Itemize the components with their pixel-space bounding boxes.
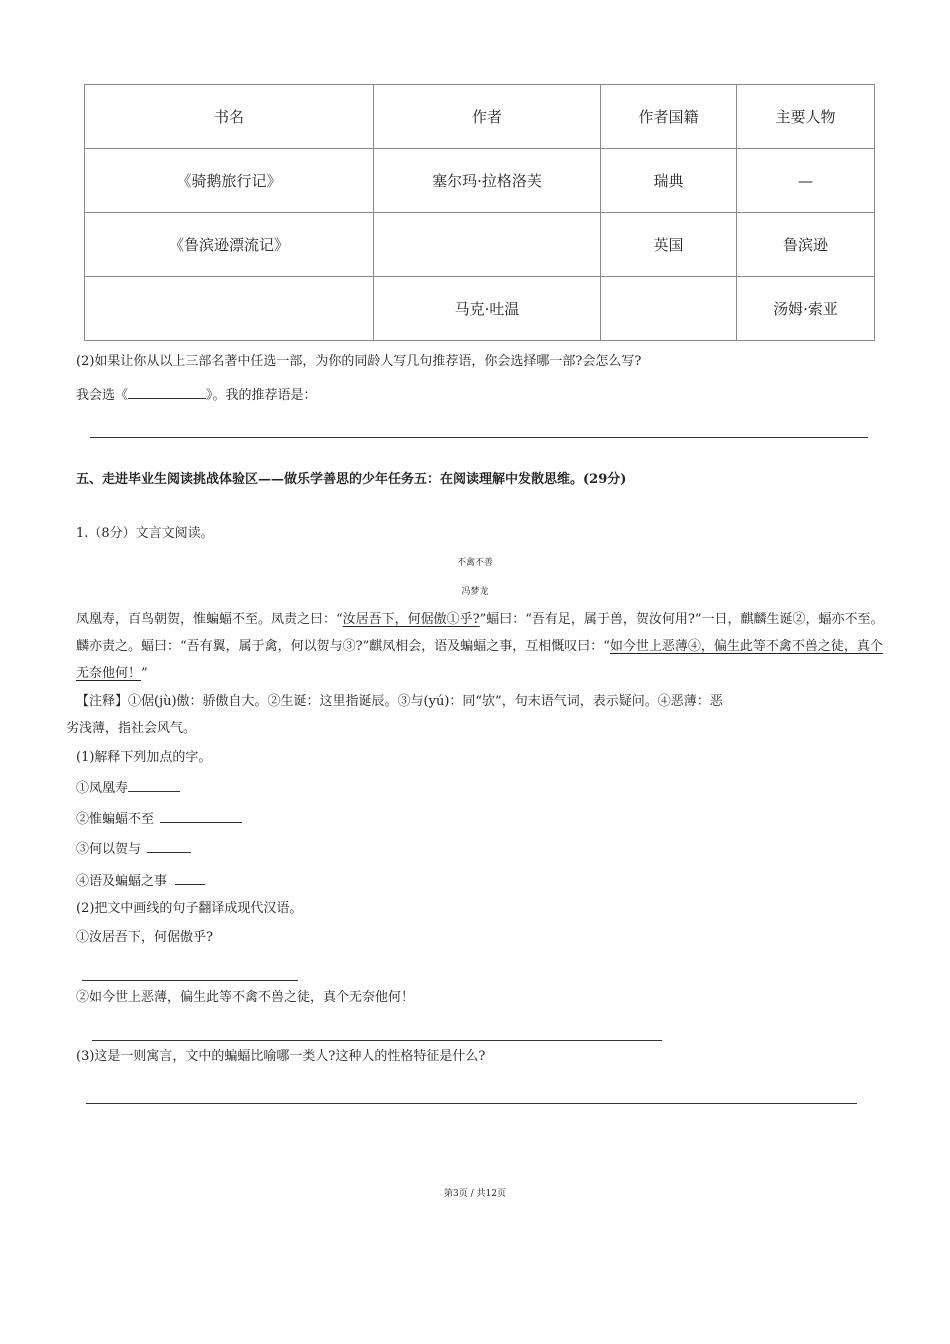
underlined-sentence-2: 如今世上恶薄④，偏生此等不禽不兽之徒，真个 <box>609 639 883 654</box>
underlined-sentence-1: 汝居吾下，何倨傲①乎? <box>342 612 480 627</box>
table-cell: 汤姆·索亚 <box>737 277 875 341</box>
section-5-title: 五、走进毕业生阅读挑战体验区——做乐学善思的少年任务五：在阅读理解中发散思维。(29分) <box>76 472 627 487</box>
table-cell: 马克·吐温 <box>374 277 601 341</box>
passage-title: 不禽不善 <box>456 558 493 568</box>
table-row <box>85 149 875 213</box>
passage-text: 凤凰寿，百鸟朝贺，惟蝙蝠不至。凤责之曰：“ <box>76 612 343 627</box>
explain-item-4 <box>76 870 205 889</box>
table-header-cell: 书名 <box>85 85 374 149</box>
table-header-row <box>85 85 875 149</box>
table-cell-blank[interactable] <box>85 277 374 341</box>
explain-item-3 <box>76 838 191 857</box>
table-header-cell: 作者 <box>374 85 601 149</box>
table-cell-blank[interactable] <box>374 213 601 277</box>
book-table <box>84 84 875 341</box>
table-cell: 《骑鹅旅行记》 <box>85 149 374 213</box>
explain-text: ①凤凰寿 <box>76 781 129 796</box>
question-2-answer-line <box>76 384 317 403</box>
table-cell: 英国 <box>601 213 737 277</box>
table-cell: — <box>737 149 875 213</box>
passage-line-2 <box>76 635 883 654</box>
passage-text: 麟亦责之。蝠曰：“吾有翼，属于禽，何以贺与③?”麒凤相会，语及蝙蝠之事，互相慨叹曰：“ <box>76 639 610 654</box>
passage-author: 冯梦龙 <box>461 587 489 597</box>
explain-item-2 <box>76 808 242 827</box>
translate-item-2: ②如今世上恶薄，偏生此等不禽不兽之徒，真个无奈他何！ <box>76 990 415 1005</box>
explain-blank-2[interactable] <box>160 810 242 823</box>
book-choice-blank[interactable] <box>128 386 206 399</box>
recommendation-answer-line[interactable] <box>90 437 868 438</box>
item-1-label: 1.（8分）文言文阅读。 <box>76 526 214 541</box>
table-cell: 鲁滨逊 <box>737 213 875 277</box>
translate-item-1: ①汝居吾下，何倨傲乎? <box>76 930 213 945</box>
sub-question-2: (2)把文中画线的句子翻译成现代汉语。 <box>76 901 303 916</box>
explain-text: ④语及蝙蝠之事 <box>76 874 168 889</box>
explain-text: ③何以贺与 <box>76 842 142 857</box>
annotation-line-2: 劣浅薄，指社会风气。 <box>66 721 197 736</box>
passage-line-3 <box>76 662 148 681</box>
answer-prefix: 我会选《 <box>76 388 129 403</box>
table-cell: 《鲁滨逊漂流记》 <box>85 213 374 277</box>
explain-text: ②惟蝙蝠不至 <box>76 812 155 827</box>
table-header-cell: 主要人物 <box>737 85 875 149</box>
explain-blank-1[interactable] <box>128 779 180 792</box>
translate-answer-line-1[interactable] <box>82 980 298 981</box>
table-row <box>85 213 875 277</box>
table-cell: 塞尔玛·拉格洛芙 <box>374 149 601 213</box>
translate-answer-line-2[interactable] <box>92 1040 662 1041</box>
sub-question-1: (1)解释下列加点的字。 <box>76 750 212 765</box>
answer-suffix: 》。我的推荐语是： <box>206 388 317 403</box>
table-header-cell: 作者国籍 <box>601 85 737 149</box>
page-footer: 第3页 / 共12页 <box>444 1189 506 1199</box>
sub-question-3: (3)这是一则寓言，文中的蝙蝠比喻哪一类人?这种人的性格特征是什么? <box>76 1049 486 1064</box>
answer-line-3[interactable] <box>86 1103 857 1104</box>
table-row <box>85 277 875 341</box>
table-cell: 瑞典 <box>601 149 737 213</box>
question-2-prompt: (2)如果让你从以上三部名著中任选一部，为你的同龄人写几句推荐语，你会选择哪一部?会怎么写? <box>76 354 642 369</box>
table-cell-blank[interactable] <box>601 277 737 341</box>
passage-line-1 <box>76 608 884 627</box>
underlined-sentence-2-end: 无奈他何！ <box>76 666 142 681</box>
annotation-line-1: 【注释】①倨(jù)傲：骄傲自大。②生诞：这里指诞辰。③与(yú)：同“欤”，句末语气词，表示疑问。④恶薄：恶 <box>76 694 723 709</box>
explain-item-1 <box>76 777 180 796</box>
explain-blank-3[interactable] <box>147 840 191 853</box>
passage-text: ” <box>141 666 148 681</box>
passage-text: ”蝠曰：“吾有足，属于兽，贺汝何用?”一日，麒麟生诞②，蝠亦不至。 <box>479 612 884 627</box>
explain-blank-4[interactable] <box>175 872 205 885</box>
